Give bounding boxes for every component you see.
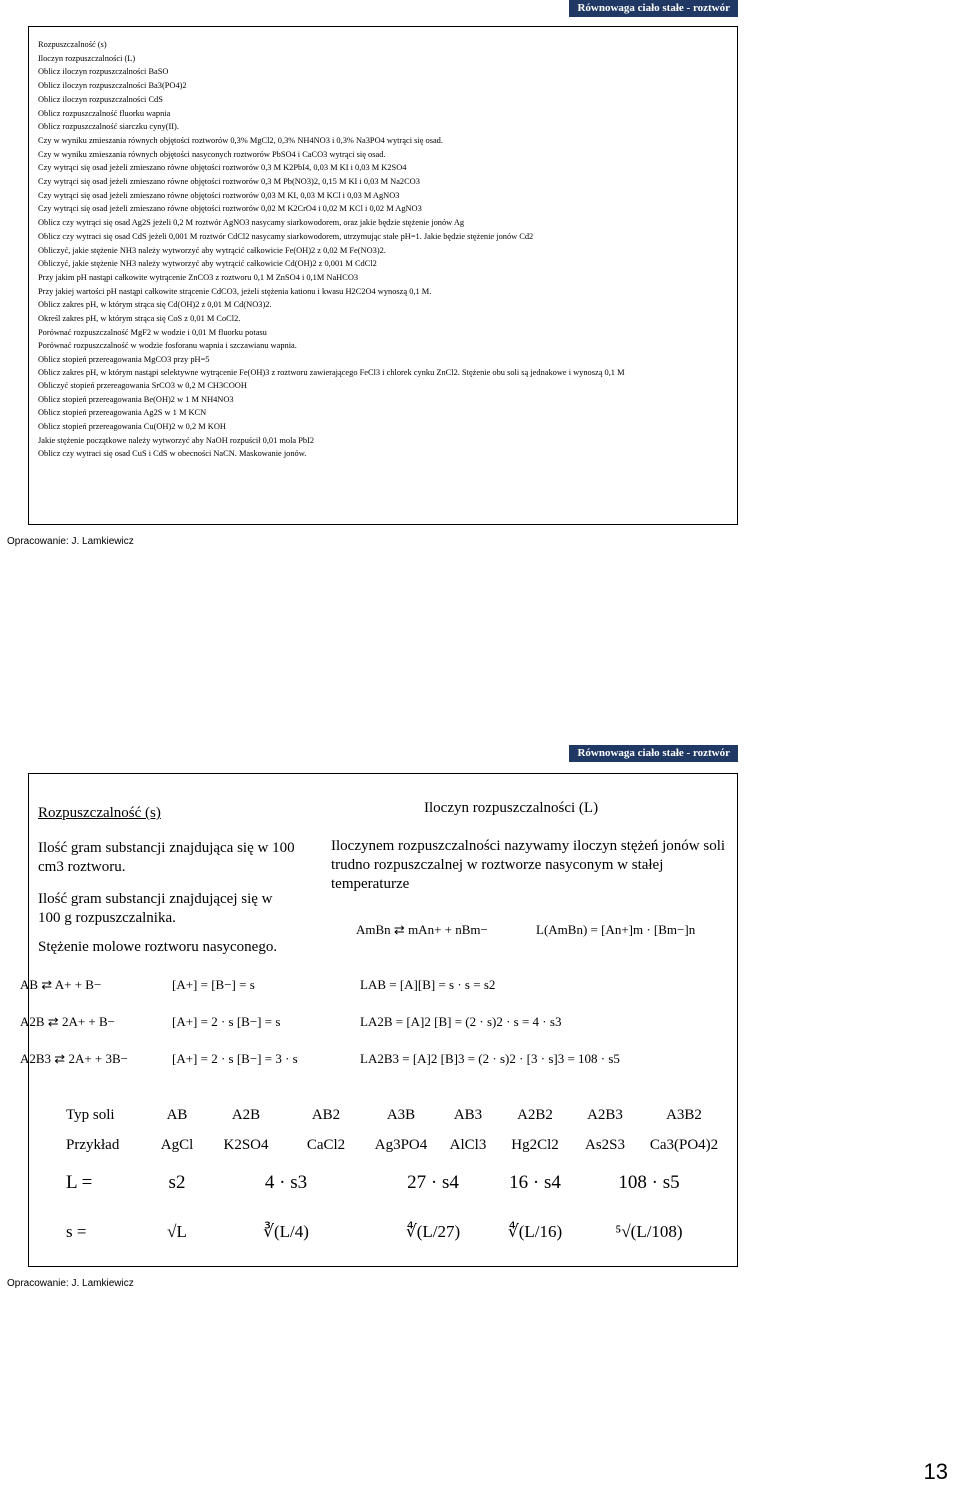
table-cell: K2SO4	[223, 1136, 269, 1153]
table-row	[66, 1130, 728, 1160]
table-row-label: Przykład	[66, 1136, 120, 1153]
solubility-definition-2: Ilość gram substancji znajdującej się w 100 g rozpuszczalnika.	[38, 891, 273, 926]
table-cell: A2B2	[517, 1106, 553, 1123]
table-cell: ∜(L/27)	[405, 1222, 461, 1241]
list-item: Iloczyn rozpuszczalności (L)	[38, 53, 136, 63]
table-cell: Hg2Cl2	[511, 1136, 559, 1153]
list-item: Przy jakim pH nastąpi całkowite wytrącenie ZnCO3 z roztworu 0,1 M ZnSO4 i 0,1M NaHCO3	[38, 272, 359, 282]
list-item: Czy wytrąci się osad jeżeli zmieszano równe objętości roztworów 0,02 M K2CrO4 i 0,02 M KCl i 0,02 M AgNO3	[38, 204, 422, 214]
list-item: Obliczyć, jakie stężenie NH3 należy wytworzyć aby wytrącić całkowicie Cd(OH)2 z 0,001 M CdCl2	[38, 259, 377, 269]
list-item: Czy wytrąci się osad jeżeli zmieszano równe objętości roztworów 0,3 M K2PbI4, 0,03 M KI i 0,03 M K2SO4	[38, 163, 407, 173]
table-cell: AlCl3	[449, 1136, 487, 1153]
L-A2B3: LA2B3 = [A]2 [B]3 = (2 · s)2 · [3 · s]3 = 108 · s5	[360, 1051, 620, 1066]
table-row-label: Typ soli	[66, 1106, 115, 1123]
list-item: Oblicz iloczyn rozpuszczalności BaSO	[38, 67, 169, 77]
table-cell: √L	[167, 1222, 187, 1241]
equilibrium-A2B3: A2B3 ⇄ 2A+ + 3B−	[20, 1051, 129, 1066]
table-cell: A3B	[386, 1106, 416, 1123]
list-item: Porównać rozpuszczalność w wodzie fosforanu wapnia i szczawianu wapnia.	[38, 341, 297, 351]
table-cell: 16 · s4	[509, 1172, 561, 1193]
table-cell: CaCl2	[306, 1136, 346, 1153]
list-item: Oblicz czy wytraci się osad CdS jeżeli 0,001 M roztwór CdCl2 nasycamy siarkowodorem, utrzymując stałe pH=1. Jakie będzie stężenie jonów Cd2	[38, 231, 534, 241]
list-item: Oblicz stopień przereagowania Cu(OH)2 w 0,2 M KOH	[38, 421, 226, 431]
list-item: Oblicz iloczyn rozpuszczalności Ba3(PO4)2	[38, 81, 187, 91]
concentration-A2B3: [A+] = 2 · s [B−] = 3 · s	[172, 1051, 298, 1066]
table-row	[66, 1100, 728, 1130]
list-item: Oblicz zakres pH, w którym strąca się Cd(OH)2 z 0,01 M Cd(NO3)2.	[38, 300, 272, 310]
list-item: Porównać rozpuszczalność MgF2 w wodzie i 0,01 M fluorku potasu	[38, 327, 267, 337]
L-AB: LAB = [A][B] = s · s = s2	[360, 977, 496, 992]
list-item: Oblicz rozpuszczalność siarczku cyny(II).	[38, 122, 179, 132]
L-A2B: LA2B = [A]2 [B] = (2 · s)2 · s = 4 · s3	[360, 1014, 562, 1029]
problem-list	[38, 38, 728, 461]
list-item: Czy w wyniku zmieszania równych objętości roztworów 0,3% MgCl2, 0,3% NH4NO3 i 0,3% Na3PO4 wytrąci się osad.	[38, 135, 443, 145]
solubility-definition-1: Ilość gram substancji znajdująca się w 100 cm3 roztworu.	[38, 840, 295, 875]
table-cell: A3B2	[666, 1106, 702, 1123]
list-item: Czy wytrąci się osad jeżeli zmieszano równe objętości roztworów 0,3 M Pb(NO3)2, 0,15 M KI i 0,03 M Na2CO3	[38, 177, 420, 187]
table-cell: AB3	[453, 1106, 483, 1123]
concentration-A2B: [A+] = 2 · s [B−] = s	[172, 1014, 281, 1029]
list-item: Oblicz czy wytrąci się osad Ag2S jeżeli 0,2 M roztwór AgNO3 nasycamy siarkowodorem, oraz jakie będzie stężenie jonów Ag	[38, 218, 465, 228]
equilibrium-A2B: A2B ⇄ 2A+ + B−	[20, 1014, 116, 1029]
table-row-label: L =	[66, 1172, 93, 1193]
solubility-product-definition: Iloczynem rozpuszczalności nazywamy iloczyn stężeń jonów soli trudno rozpuszczalnej w roztworze nasyconym w stałej temperaturze	[331, 838, 726, 892]
slide-header: Równowaga ciało stałe - roztwór	[569, 0, 738, 17]
list-item: Oblicz stopień przereagowania Ag2S w 1 M KCN	[38, 408, 207, 418]
list-item: Określ zakres pH, w którym strąca się CoS z 0,01 M CoCl2.	[38, 314, 241, 324]
list-item: Obliczyć stopień przereagowania SrCO3 w 0,2 M CH3COOH	[38, 380, 247, 390]
page-number: 13	[923, 1459, 948, 1484]
list-item: Oblicz czy wytraci się osad CuS i CdS w obecności NaCN. Maskowanie jonów.	[38, 449, 307, 459]
general-equilibrium: AmBn ⇄ mAn+ + nBm−	[356, 922, 488, 937]
table-cell: s2	[168, 1172, 186, 1193]
equilibrium-AB: AB ⇄ A+ + B−	[20, 977, 102, 992]
table-row-label: s =	[66, 1222, 87, 1241]
list-item: Oblicz stopień przereagowania MgCO3 przy pH=5	[38, 355, 210, 365]
table-cell: Ca3(PO4)2	[649, 1136, 719, 1153]
list-item: Przy jakiej wartości pH nastąpi całkowite strącenie CdCO3, jeżeli stężenia kationu i kwasu H2C2O4 wynoszą 0,1 M.	[38, 286, 432, 296]
table-cell: AgCl	[160, 1136, 194, 1153]
table-cell: A2B	[231, 1106, 261, 1123]
list-item: Oblicz stopień przereagowania Be(OH)2 w 1 M NH4NO3	[38, 394, 234, 404]
table-cell: AB	[166, 1106, 188, 1123]
table-cell: As2S3	[584, 1136, 625, 1153]
solubility-product-title: Iloczyn rozpuszczalności (L)	[424, 800, 599, 816]
salt-type-table	[66, 1100, 728, 1258]
table-cell: 27 · s4	[407, 1172, 459, 1193]
table-cell: ∛(L/4)	[263, 1222, 309, 1241]
slide-2	[0, 745, 738, 1297]
table-cell: 108 · s5	[618, 1172, 680, 1193]
list-item: Rozpuszczalność (s)	[38, 40, 107, 49]
list-item: Czy w wyniku zmieszania równych objętości nasyconych roztworów PbSO4 i CaCO3 wytrąci się osad.	[38, 149, 386, 159]
table-cell: AB2	[311, 1106, 341, 1123]
table-cell: A2B3	[587, 1106, 623, 1123]
table-cell: ⁵√(L/108)	[615, 1222, 683, 1241]
slide-footer: Opracowanie: J. Lamkiewicz	[7, 1278, 134, 1289]
table-cell: ∜(L/16)	[507, 1222, 563, 1241]
slide-1	[0, 0, 738, 555]
list-item: Czy wytrąci się osad jeżeli zmieszano równe objętości roztworów 0,03 M KI, 0,03 M KCl i 0,03 M AgNO3	[38, 190, 400, 200]
list-item: Oblicz rozpuszczalność fluorku wapnia	[38, 108, 171, 118]
slide-footer: Opracowanie: J. Lamkiewicz	[7, 536, 134, 547]
list-item: Jakie stężenie początkowe należy wytworzyć aby NaOH rozpuścił 0,01 mola PbI2	[38, 435, 315, 445]
table-row	[66, 1206, 728, 1258]
list-item: Obliczyć, jakie stężenie NH3 należy wytworzyć aby wytrącić całkowicie Fe(OH)2 z 0,02 M Fe(NO3)2.	[38, 245, 386, 255]
solubility-definition-3: Stężenie molowe roztworu nasyconego.	[38, 939, 278, 955]
list-item: Oblicz iloczyn rozpuszczalności CdS	[38, 94, 163, 104]
table-cell: Ag3PO4	[374, 1136, 428, 1153]
slide-header: Równowaga ciało stałe - roztwór	[569, 745, 738, 762]
general-L-formula: L(AmBn) = [An+]m · [Bm−]n	[536, 922, 696, 937]
table-cell: 4 · s3	[264, 1172, 308, 1193]
table-row	[66, 1160, 728, 1206]
solubility-title: Rozpuszczalność (s)	[38, 805, 161, 821]
concentration-AB: [A+] = [B−] = s	[172, 977, 255, 992]
list-item: Oblicz zakres pH, w którym nastąpi selektywne wytrącenie Fe(OH)3 z roztworu zawierającego FeCl3 i chlorek cynku ZnCl2. Stężenie obu soli są jednakowe i wynoszą 0,1 M	[38, 367, 625, 377]
